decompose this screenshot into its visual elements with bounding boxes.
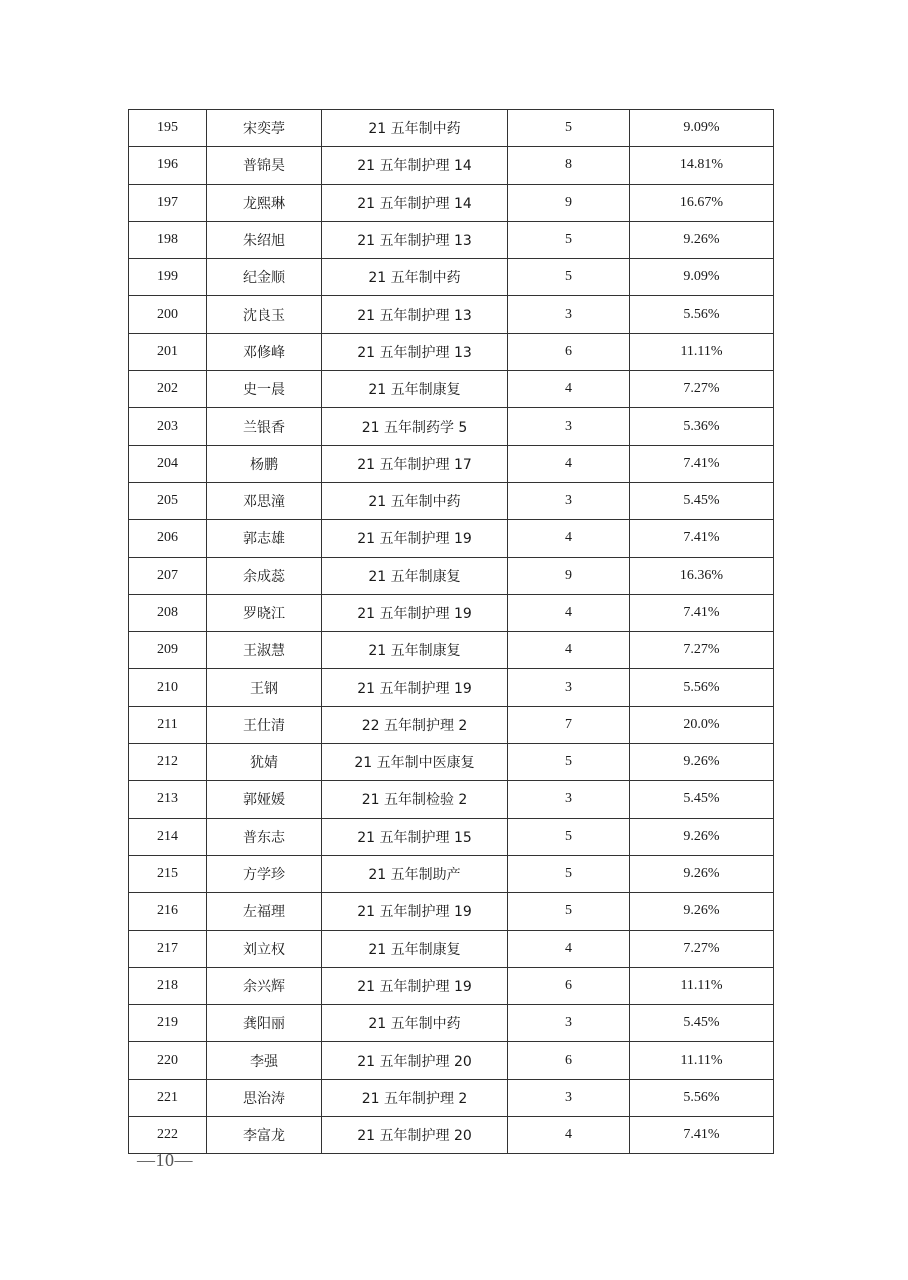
student-name: 沈良玉 (207, 296, 322, 333)
table-row (129, 408, 774, 445)
percentage-value: 5.45% (630, 781, 774, 818)
count-value: 3 (508, 669, 630, 706)
student-name: 纪金顺 (207, 259, 322, 296)
table-row (129, 669, 774, 706)
class-name: 21 五年制护理 19 (322, 967, 508, 1004)
percentage-value: 9.26% (630, 893, 774, 930)
row-index: 220 (129, 1042, 207, 1079)
table-row (129, 818, 774, 855)
class-name: 21 五年制检验 2 (322, 781, 508, 818)
percentage-value: 7.27% (630, 371, 774, 408)
row-index: 209 (129, 632, 207, 669)
row-index: 216 (129, 893, 207, 930)
table-row (129, 1005, 774, 1042)
row-index: 211 (129, 706, 207, 743)
student-name: 王仕清 (207, 706, 322, 743)
student-name: 史一晨 (207, 371, 322, 408)
row-index: 218 (129, 967, 207, 1004)
count-value: 3 (508, 1079, 630, 1116)
table-row (129, 445, 774, 482)
row-index: 205 (129, 482, 207, 519)
student-name: 思治涛 (207, 1079, 322, 1116)
count-value: 4 (508, 632, 630, 669)
percentage-value: 14.81% (630, 147, 774, 184)
table-row (129, 855, 774, 892)
percentage-value: 7.27% (630, 930, 774, 967)
count-value: 3 (508, 408, 630, 445)
student-name: 兰银香 (207, 408, 322, 445)
student-name: 邓思潼 (207, 482, 322, 519)
table-row (129, 930, 774, 967)
table-row (129, 482, 774, 519)
count-value: 8 (508, 147, 630, 184)
count-value: 6 (508, 333, 630, 370)
student-name: 罗晓江 (207, 594, 322, 631)
percentage-value: 7.27% (630, 632, 774, 669)
percentage-value: 9.26% (630, 221, 774, 258)
count-value: 9 (508, 184, 630, 221)
class-name: 21 五年制护理 19 (322, 893, 508, 930)
row-index: 207 (129, 557, 207, 594)
student-name: 邓修峰 (207, 333, 322, 370)
class-name: 21 五年制中医康复 (322, 744, 508, 781)
student-name: 杨鹏 (207, 445, 322, 482)
count-value: 4 (508, 930, 630, 967)
table-row (129, 781, 774, 818)
row-index: 196 (129, 147, 207, 184)
class-name: 21 五年制护理 17 (322, 445, 508, 482)
table-row (129, 744, 774, 781)
count-value: 5 (508, 893, 630, 930)
row-index: 199 (129, 259, 207, 296)
percentage-value: 11.11% (630, 1042, 774, 1079)
class-name: 21 五年制护理 14 (322, 184, 508, 221)
class-name: 21 五年制护理 13 (322, 333, 508, 370)
count-value: 6 (508, 1042, 630, 1079)
table-row (129, 1042, 774, 1079)
count-value: 7 (508, 706, 630, 743)
row-index: 219 (129, 1005, 207, 1042)
percentage-value: 5.56% (630, 669, 774, 706)
count-value: 5 (508, 818, 630, 855)
table-body (129, 110, 774, 1154)
class-name: 21 五年制护理 19 (322, 594, 508, 631)
row-index: 202 (129, 371, 207, 408)
row-index: 200 (129, 296, 207, 333)
class-name: 21 五年制康复 (322, 557, 508, 594)
percentage-value: 5.45% (630, 482, 774, 519)
student-name: 方学珍 (207, 855, 322, 892)
table-row (129, 706, 774, 743)
count-value: 4 (508, 594, 630, 631)
student-name: 龚阳丽 (207, 1005, 322, 1042)
percentage-value: 20.0% (630, 706, 774, 743)
count-value: 5 (508, 744, 630, 781)
count-value: 4 (508, 1117, 630, 1154)
row-index: 195 (129, 110, 207, 147)
table-row (129, 296, 774, 333)
percentage-value: 5.45% (630, 1005, 774, 1042)
class-name: 21 五年制康复 (322, 930, 508, 967)
percentage-value: 16.67% (630, 184, 774, 221)
row-index: 197 (129, 184, 207, 221)
class-name: 21 五年制护理 19 (322, 520, 508, 557)
percentage-value: 11.11% (630, 967, 774, 1004)
class-name: 21 五年制药学 5 (322, 408, 508, 445)
student-name: 王钢 (207, 669, 322, 706)
class-name: 22 五年制护理 2 (322, 706, 508, 743)
class-name: 21 五年制护理 15 (322, 818, 508, 855)
percentage-value: 5.56% (630, 1079, 774, 1116)
row-index: 222 (129, 1117, 207, 1154)
student-name: 宋奕葶 (207, 110, 322, 147)
table-row (129, 184, 774, 221)
class-name: 21 五年制护理 13 (322, 221, 508, 258)
row-index: 215 (129, 855, 207, 892)
class-name: 21 五年制康复 (322, 371, 508, 408)
percentage-value: 11.11% (630, 333, 774, 370)
class-name: 21 五年制中药 (322, 482, 508, 519)
class-name: 21 五年制护理 2 (322, 1079, 508, 1116)
percentage-value: 7.41% (630, 445, 774, 482)
student-name: 余成蕊 (207, 557, 322, 594)
count-value: 3 (508, 781, 630, 818)
percentage-value: 9.26% (630, 855, 774, 892)
count-value: 3 (508, 296, 630, 333)
student-name: 李富龙 (207, 1117, 322, 1154)
class-name: 21 五年制康复 (322, 632, 508, 669)
row-index: 214 (129, 818, 207, 855)
student-table (128, 109, 774, 1154)
percentage-value: 9.09% (630, 259, 774, 296)
class-name: 21 五年制助产 (322, 855, 508, 892)
count-value: 9 (508, 557, 630, 594)
class-name: 21 五年制中药 (322, 110, 508, 147)
class-name: 21 五年制护理 20 (322, 1117, 508, 1154)
table-row (129, 520, 774, 557)
row-index: 210 (129, 669, 207, 706)
student-name: 王淑慧 (207, 632, 322, 669)
count-value: 5 (508, 110, 630, 147)
row-index: 206 (129, 520, 207, 557)
row-index: 208 (129, 594, 207, 631)
row-index: 213 (129, 781, 207, 818)
percentage-value: 16.36% (630, 557, 774, 594)
student-name: 朱绍旭 (207, 221, 322, 258)
count-value: 4 (508, 445, 630, 482)
student-name: 李强 (207, 1042, 322, 1079)
count-value: 4 (508, 371, 630, 408)
count-value: 6 (508, 967, 630, 1004)
class-name: 21 五年制护理 20 (322, 1042, 508, 1079)
count-value: 5 (508, 855, 630, 892)
table-row (129, 371, 774, 408)
class-name: 21 五年制护理 13 (322, 296, 508, 333)
class-name: 21 五年制护理 19 (322, 669, 508, 706)
table-row (129, 632, 774, 669)
percentage-value: 5.56% (630, 296, 774, 333)
row-index: 212 (129, 744, 207, 781)
student-name: 刘立权 (207, 930, 322, 967)
count-value: 4 (508, 520, 630, 557)
count-value: 3 (508, 482, 630, 519)
percentage-value: 9.26% (630, 744, 774, 781)
student-name: 余兴辉 (207, 967, 322, 1004)
row-index: 217 (129, 930, 207, 967)
table-row (129, 1079, 774, 1116)
student-name: 龙熙琳 (207, 184, 322, 221)
table-row (129, 221, 774, 258)
table-row (129, 557, 774, 594)
count-value: 5 (508, 259, 630, 296)
row-index: 204 (129, 445, 207, 482)
class-name: 21 五年制护理 14 (322, 147, 508, 184)
percentage-value: 7.41% (630, 520, 774, 557)
student-name: 郭志雄 (207, 520, 322, 557)
count-value: 3 (508, 1005, 630, 1042)
table-row (129, 1117, 774, 1154)
row-index: 221 (129, 1079, 207, 1116)
table-row (129, 893, 774, 930)
count-value: 5 (508, 221, 630, 258)
student-name: 郭娅媛 (207, 781, 322, 818)
percentage-value: 9.26% (630, 818, 774, 855)
table-row (129, 594, 774, 631)
row-index: 201 (129, 333, 207, 370)
row-index: 198 (129, 221, 207, 258)
class-name: 21 五年制中药 (322, 1005, 508, 1042)
table-row (129, 333, 774, 370)
table-row (129, 110, 774, 147)
table-row (129, 147, 774, 184)
class-name: 21 五年制中药 (322, 259, 508, 296)
student-name: 左福理 (207, 893, 322, 930)
page-number: —10— (137, 1150, 193, 1170)
percentage-value: 9.09% (630, 110, 774, 147)
student-name: 普锦昊 (207, 147, 322, 184)
percentage-value: 7.41% (630, 1117, 774, 1154)
row-index: 203 (129, 408, 207, 445)
percentage-value: 5.36% (630, 408, 774, 445)
percentage-value: 7.41% (630, 594, 774, 631)
student-name: 犹婧 (207, 744, 322, 781)
table-row (129, 259, 774, 296)
table-row (129, 967, 774, 1004)
student-name: 普东志 (207, 818, 322, 855)
